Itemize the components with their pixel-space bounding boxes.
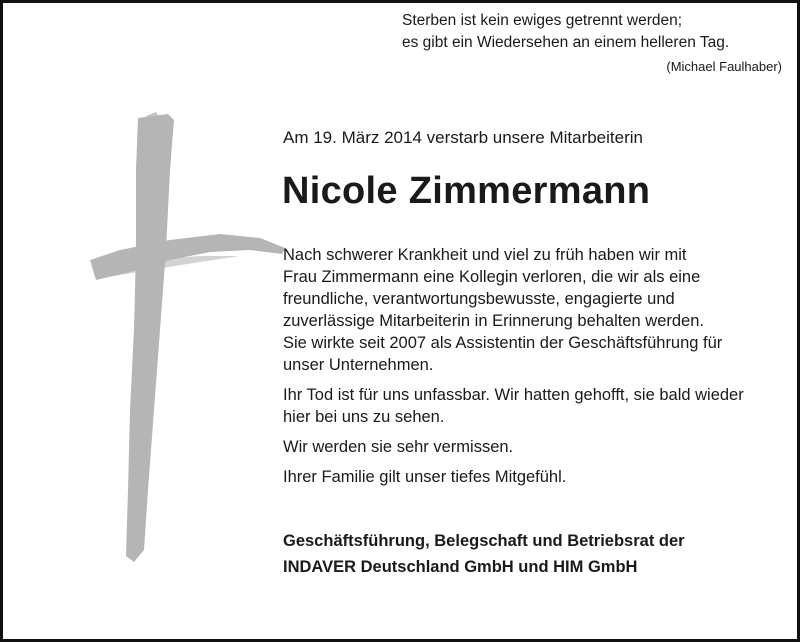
text-line: freundliche, verantwortungsbewusste, engagierte und (283, 290, 675, 308)
quote-block (402, 10, 782, 78)
paragraph (283, 244, 783, 376)
quote-line: es gibt ein Wiedersehen an einem helleren Tag. (402, 34, 730, 51)
text-line: Ihr Tod ist für uns unfassbar. Wir hatten gehofft, sie bald wieder (283, 386, 744, 404)
cross-icon (90, 110, 290, 570)
signature (283, 528, 685, 580)
signature-line: INDAVER Deutschland GmbH und HIM GmbH (283, 558, 638, 576)
text-line: Frau Zimmermann eine Kollegin verloren, die wir als eine (283, 268, 701, 286)
text-line: Wir werden sie sehr vermissen. (283, 438, 514, 456)
text-line: unser Unternehmen. (283, 356, 434, 374)
deceased-name: Nicole Zimmermann (282, 170, 651, 212)
obituary-text (283, 244, 783, 496)
quote-author: (Michael Faulhaber) (666, 59, 782, 74)
paragraph (283, 466, 783, 488)
text-line: Ihrer Familie gilt unser tiefes Mitgefühl. (283, 468, 567, 486)
death-announcement: Am 19. März 2014 verstarb unsere Mitarbeiterin (283, 128, 643, 147)
signature-line: Geschäftsführung, Belegschaft und Betriebsrat der (283, 532, 685, 550)
quote-line: Sterben ist kein ewiges getrennt werden; (402, 12, 683, 29)
text-line: Sie wirkte seit 2007 als Assistentin der Geschäftsführung für (283, 334, 723, 352)
text-line: zuverlässige Mitarbeiterin in Erinnerung behalten werden. (283, 312, 704, 330)
text-line: hier bei uns zu sehen. (283, 408, 445, 426)
text-line: Nach schwerer Krankheit und viel zu früh haben wir mit (283, 246, 687, 264)
paragraph (283, 436, 783, 458)
paragraph (283, 384, 783, 428)
